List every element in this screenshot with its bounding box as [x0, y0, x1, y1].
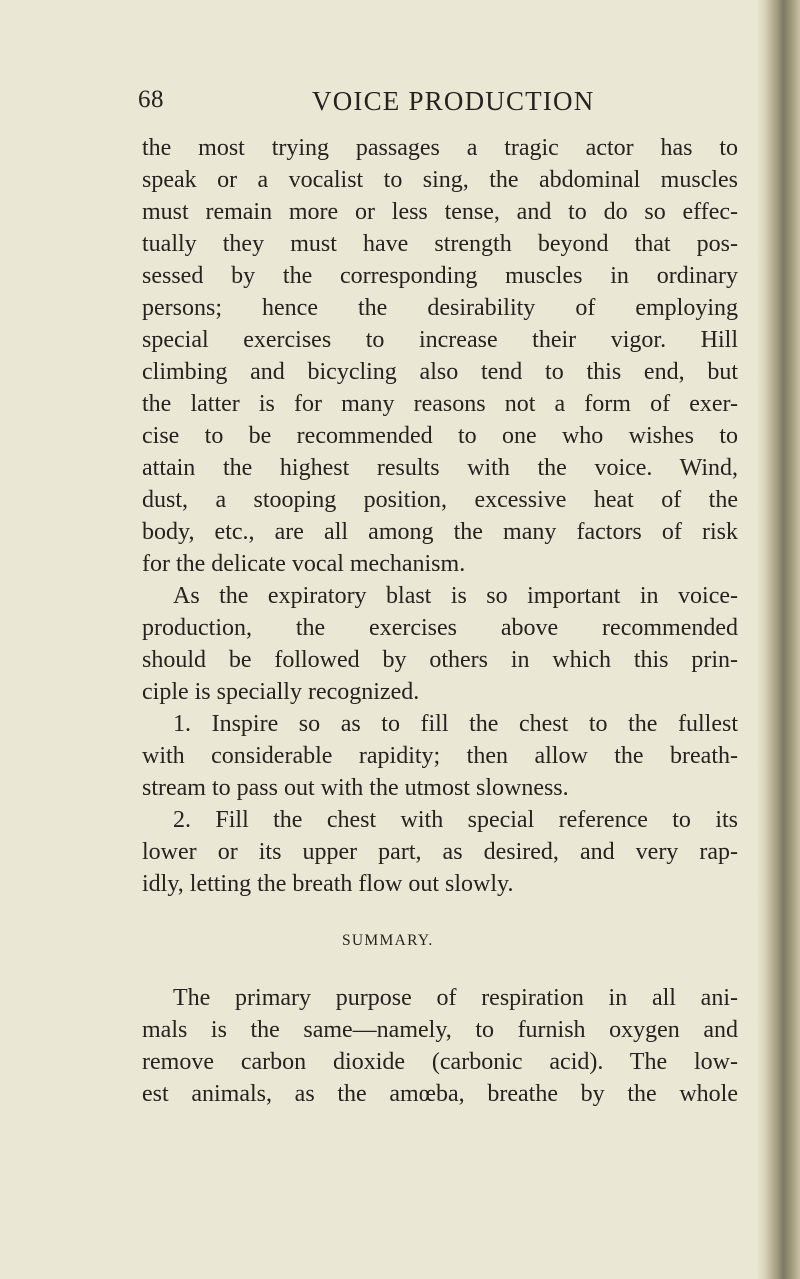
text-line: for the delicate vocal mechanism.: [142, 551, 466, 577]
book-spine-shadow: [756, 0, 800, 1279]
summary-first-line: The primary purpose of respiration in all ani-: [173, 985, 738, 1011]
text-line: must remain more or less tense, and to do so effec-: [142, 199, 738, 225]
text-line: attain the highest results with the voice. Wind,: [142, 455, 738, 481]
text-line: persons; hence the desirability of employing: [142, 295, 738, 321]
text-line: stream to pass out with the utmost slowness.: [142, 775, 569, 801]
paragraph-first-line: As the expiratory blast is so important in voice-: [173, 583, 738, 609]
exercise-2-first-line: 2. Fill the chest with special reference to its: [173, 807, 738, 833]
running-head: [138, 86, 738, 120]
text-line: the latter is for many reasons not a form of exer-: [142, 391, 738, 417]
exercise-1-first-line: 1. Inspire so as to fill the chest to the fullest: [173, 711, 738, 737]
text-line: remove carbon dioxide (carbonic acid). The low-: [142, 1049, 738, 1075]
page-number: 68: [138, 86, 164, 113]
text-line: dust, a stooping position, excessive heat of the: [142, 487, 738, 513]
text-line: with considerable rapidity; then allow the breath-: [142, 743, 738, 769]
text-line: climbing and bicycling also tend to this end, but: [142, 359, 738, 385]
text-line: production, the exercises above recommended: [142, 615, 738, 641]
text-line: should be followed by others in which this prin-: [142, 647, 738, 673]
text-line: special exercises to increase their vigor. Hill: [142, 327, 738, 353]
summary-heading: SUMMARY.: [342, 932, 434, 949]
text-line: the most trying passages a tragic actor has to: [142, 135, 738, 161]
text-line: speak or a vocalist to sing, the abdominal muscles: [142, 167, 738, 193]
text-line: lower or its upper part, as desired, and very rap-: [142, 839, 738, 865]
text-line: ciple is specially recognized.: [142, 679, 420, 705]
running-title: VOICE PRODUCTION: [312, 86, 595, 116]
text-line: body, etc., are all among the many factors of risk: [142, 519, 738, 545]
text-line: sessed by the corresponding muscles in ordinary: [142, 263, 738, 289]
text-line: idly, letting the breath flow out slowly.: [142, 871, 514, 897]
text-line: cise to be recommended to one who wishes to: [142, 423, 738, 449]
text-line: mals is the same—namely, to furnish oxygen and: [142, 1017, 738, 1043]
text-line: est animals, as the amœba, breathe by the whole: [142, 1081, 738, 1107]
text-line: tually they must have strength beyond that pos-: [142, 231, 738, 257]
